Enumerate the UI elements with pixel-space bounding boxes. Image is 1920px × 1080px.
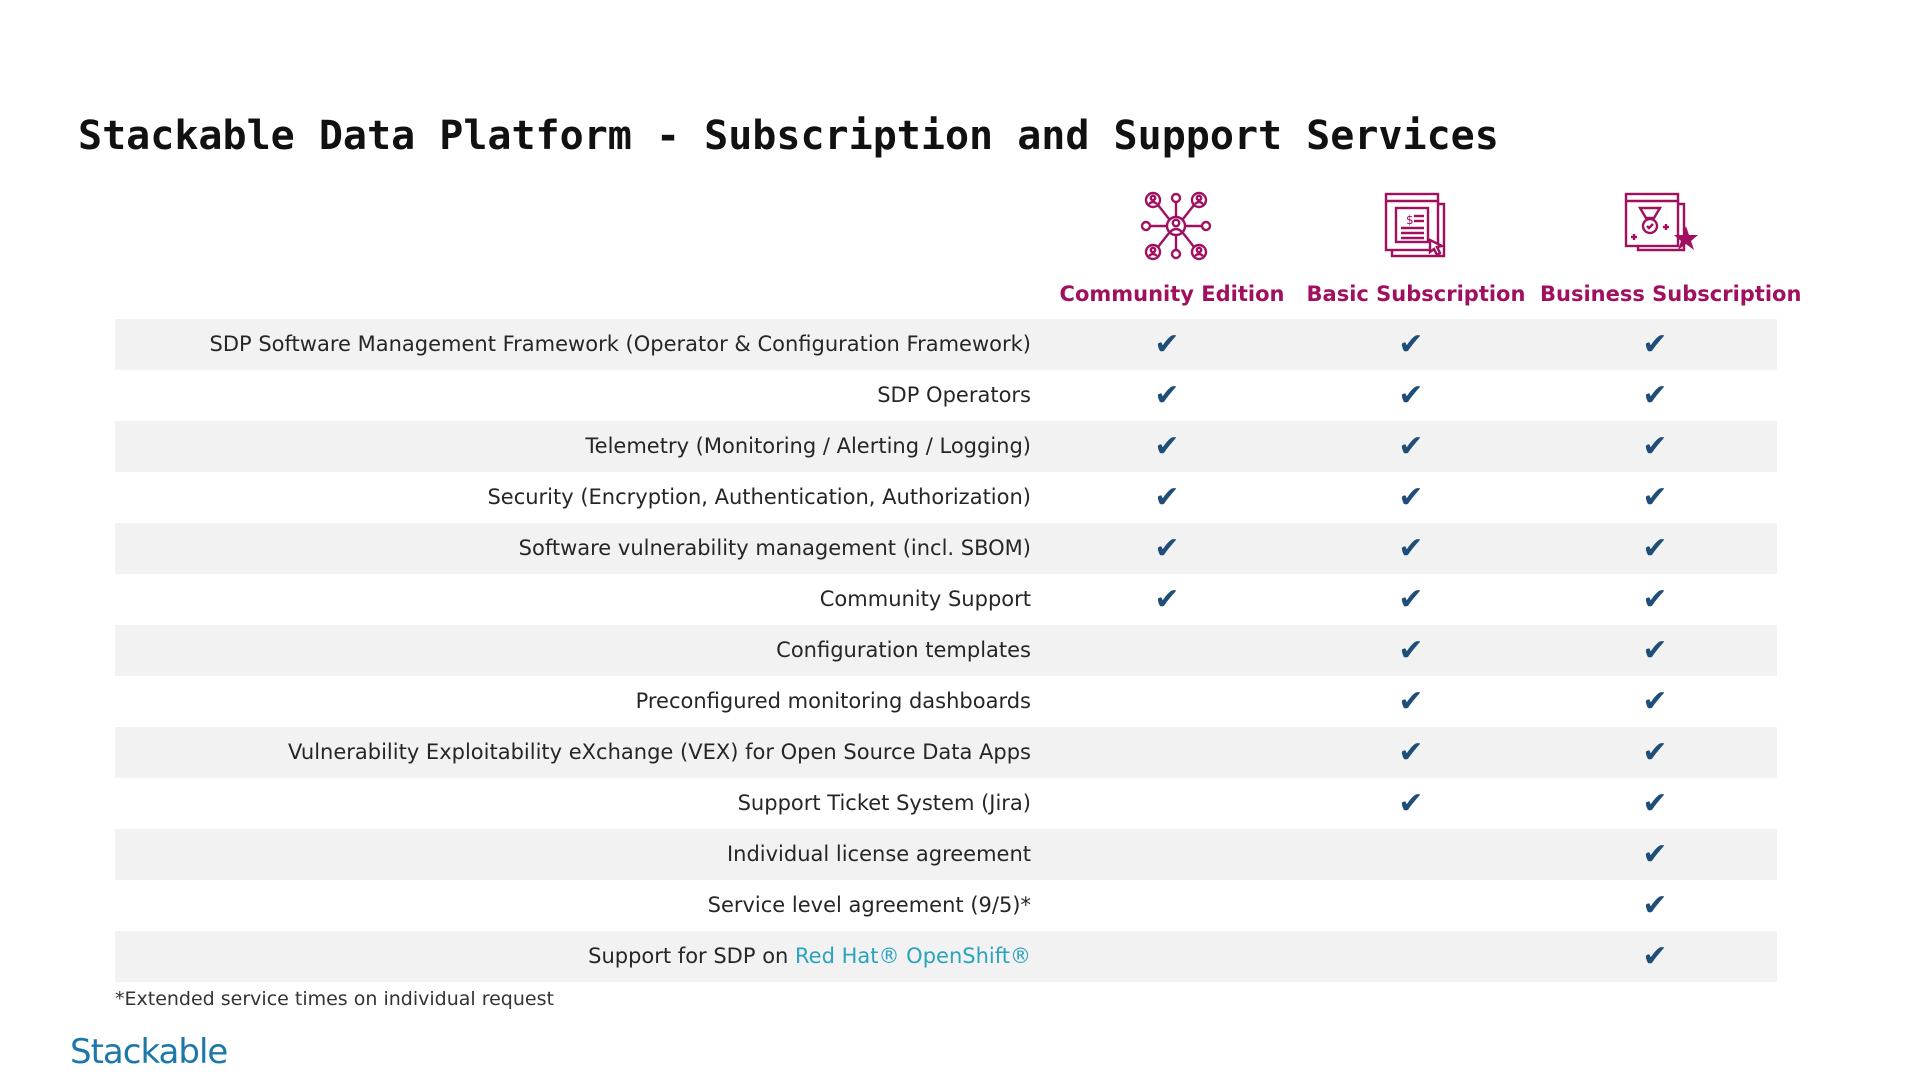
table-row — [115, 778, 1777, 829]
table-row — [115, 676, 1777, 727]
feature-label: Vulnerability Exploitability eXchange (VEX) for Open Source Data Apps — [287, 740, 1031, 764]
table-row — [115, 727, 1777, 778]
table-row — [115, 472, 1777, 523]
table-row — [115, 370, 1777, 421]
check-icon — [1381, 880, 1441, 931]
table-row — [115, 319, 1777, 370]
feature-label: Telemetry (Monitoring / Alerting / Logging) — [585, 434, 1031, 458]
check-icon — [1137, 625, 1197, 676]
feature-label: Software vulnerability management (incl. SBOM) — [518, 536, 1031, 560]
table-row — [115, 880, 1777, 931]
check-icon: ✔ — [1154, 327, 1180, 362]
feature-label: SDP Operators — [877, 383, 1031, 407]
check-icon: ✔ — [1642, 582, 1668, 617]
check-icon: ✔ — [1642, 684, 1668, 719]
check-icon — [1137, 829, 1197, 880]
check-icon: ✔ — [1154, 480, 1180, 515]
check-icon: ✔ — [1154, 429, 1180, 464]
check-icon: ✔ — [1398, 327, 1424, 362]
check-icon: ✔ — [1398, 633, 1424, 668]
check-icon: ✔ — [1398, 684, 1424, 719]
check-icon: ✔ — [1642, 735, 1668, 770]
table-row — [115, 523, 1777, 574]
community-network-icon — [1138, 188, 1214, 264]
check-icon: ✔ — [1642, 327, 1668, 362]
check-icon — [1137, 727, 1197, 778]
table-row — [115, 574, 1777, 625]
feature-label: Service level agreement (9/5)* — [707, 893, 1031, 917]
openshift-link[interactable]: Red Hat® OpenShift® — [795, 944, 1031, 968]
table-row — [115, 931, 1777, 982]
check-icon: ✔ — [1154, 378, 1180, 413]
plan-heading-basic: Basic Subscription — [1306, 282, 1526, 306]
check-icon: ✔ — [1642, 837, 1668, 872]
check-icon: ✔ — [1642, 531, 1668, 566]
check-icon: ✔ — [1398, 735, 1424, 770]
plan-heading-business: Business Subscription — [1540, 282, 1802, 306]
check-icon — [1381, 931, 1441, 982]
check-icon — [1137, 880, 1197, 931]
feature-label: Individual license agreement — [726, 842, 1031, 866]
svg-text:$: $ — [1406, 213, 1414, 227]
table-row — [115, 829, 1777, 880]
check-icon — [1137, 676, 1197, 727]
check-icon — [1381, 829, 1441, 880]
check-icon: ✔ — [1642, 633, 1668, 668]
check-icon: ✔ — [1398, 480, 1424, 515]
certificate-award-icon — [1622, 188, 1698, 264]
table-row — [115, 421, 1777, 472]
check-icon: ✔ — [1398, 378, 1424, 413]
check-icon: ✔ — [1642, 939, 1668, 974]
feature-label-text: Support for SDP on — [588, 944, 796, 968]
check-icon — [1137, 931, 1197, 982]
feature-label — [115, 931, 1031, 982]
billing-document-icon — [1380, 188, 1456, 264]
check-icon: ✔ — [1398, 786, 1424, 821]
check-icon: ✔ — [1398, 429, 1424, 464]
stackable-logo: Stackable — [70, 1032, 228, 1072]
feature-label: Community Support — [819, 587, 1031, 611]
footnote: *Extended service times on individual request — [115, 988, 554, 1010]
check-icon: ✔ — [1398, 531, 1424, 566]
check-icon: ✔ — [1642, 480, 1668, 515]
feature-label: Support Ticket System (Jira) — [737, 791, 1031, 815]
feature-label: Configuration templates — [776, 638, 1031, 662]
table-row — [115, 625, 1777, 676]
check-icon: ✔ — [1642, 888, 1668, 923]
feature-table — [115, 319, 1777, 982]
check-icon: ✔ — [1154, 531, 1180, 566]
check-icon: ✔ — [1642, 429, 1668, 464]
feature-label: SDP Software Management Framework (Operator & Configuration Framework) — [209, 332, 1031, 356]
page-title: Stackable Data Platform - Subscription and Support Services — [78, 113, 1499, 159]
check-icon: ✔ — [1642, 378, 1668, 413]
check-icon: ✔ — [1154, 582, 1180, 617]
check-icon — [1137, 778, 1197, 829]
plan-heading-community: Community Edition — [1059, 282, 1285, 306]
feature-label: Preconfigured monitoring dashboards — [635, 689, 1031, 713]
check-icon: ✔ — [1398, 582, 1424, 617]
check-icon: ✔ — [1642, 786, 1668, 821]
feature-label: Security (Encryption, Authentication, Authorization) — [487, 485, 1031, 509]
